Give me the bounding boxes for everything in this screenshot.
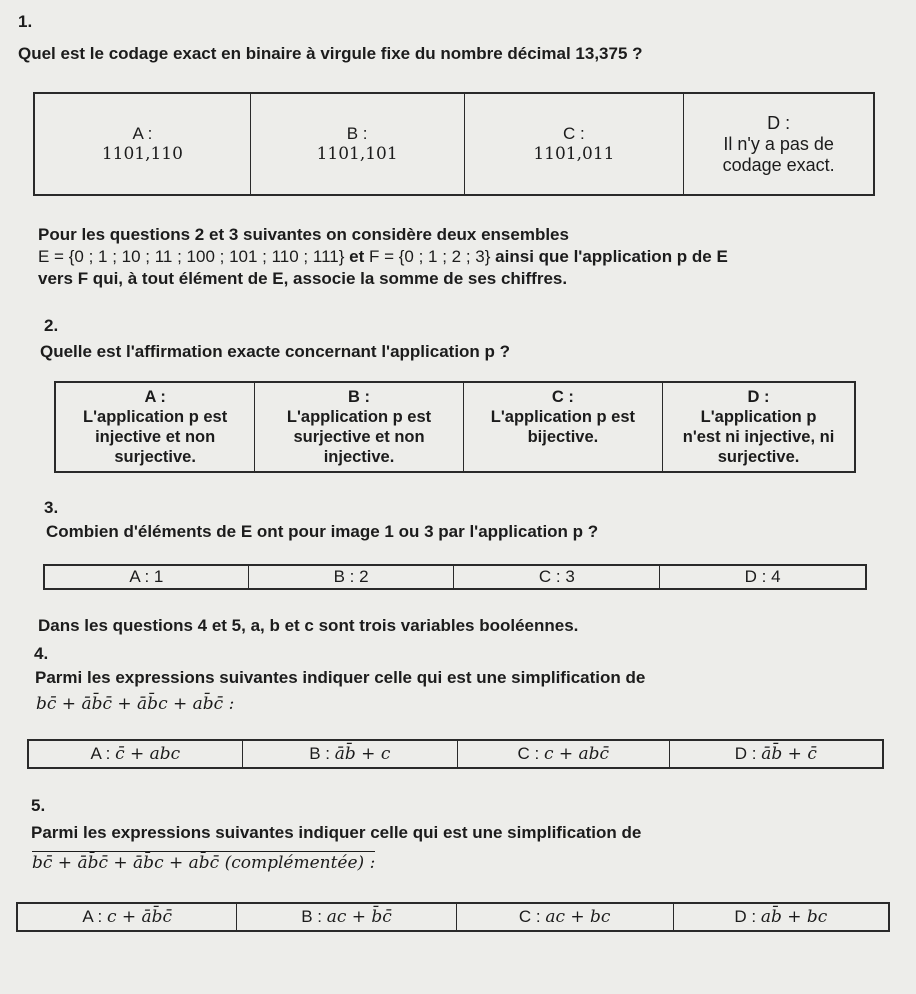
q3-option-b[interactable]: B : 2 [248,565,454,589]
q3-option-d[interactable]: D : 4 [660,565,866,589]
q3-number: 3. [44,498,59,517]
q3-option-c[interactable]: C : 3 [454,565,660,589]
q4-option-c[interactable]: C : c + abc̄ [457,740,669,768]
q2-option-d[interactable]: D : L'application p n'est ni injective, ni surjective. [663,382,855,472]
q3-option-a[interactable]: A : 1 [44,565,248,589]
context-sets: Pour les questions 2 et 3 suivantes on considère deux ensembles E = {0 ; 1 ; 10 ; 11 ; 100 ; 101 ; 110 ; 111} et F = {0 ; 1 ; 2 ; 3} ainsi que l'application p de E vers F qui, à tout élément de E, associe la somme de ses chiffres. [38,225,728,288]
set-e: E = {0 ; 1 ; 10 ; 11 ; 100 ; 101 ; 110 ; 111} [38,247,345,266]
q4-option-b[interactable]: B : āb̄ + c [242,740,457,768]
q5-text: Parmi les expressions suivantes indiquer celle qui est une simplification de [31,823,642,842]
q1-option-c[interactable]: C : 1101,011 [464,93,684,195]
q5-number: 5. [31,796,46,815]
q5-option-a[interactable]: A : c + āb̄c̄ [17,903,237,931]
q5-option-d[interactable]: D : ab̄ + bc [673,903,889,931]
q5-option-c[interactable]: C : ac + bc [456,903,673,931]
q2-option-b[interactable]: B : L'application p est surjective et non injective. [255,382,463,472]
q2-number: 2. [44,316,59,335]
q5-expression: bc̄ + āb̄c̄ + āb̄c + ab̄c̄ (complémentée) : [32,853,376,873]
q4-options-table [27,739,884,769]
q1-option-d[interactable]: D : Il n'y a pas de codage exact. [684,93,874,195]
q4-option-a[interactable]: A : c̄ + abc [28,740,242,768]
context-boolean: Dans les questions 4 et 5, a, b et c sont trois variables booléennes. [38,616,579,635]
q1-option-a[interactable]: A : 1101,110 [34,93,250,195]
q1-option-b[interactable]: B : 1101,101 [250,93,464,195]
q4-option-d[interactable]: D : āb̄ + c̄ [669,740,883,768]
q2-options-table [54,381,856,473]
q4-text: Parmi les expressions suivantes indiquer celle qui est une simplification de [35,668,646,687]
q3-options-table [43,564,867,590]
q2-option-a[interactable]: A : L'application p est injective et non surjective. [55,382,255,472]
q3-text: Combien d'éléments de E ont pour image 1 ou 3 par l'application p ? [46,522,599,541]
q1-options-table [33,92,875,196]
q5-option-b[interactable]: B : ac + b̄c̄ [237,903,456,931]
q4-number: 4. [34,644,49,663]
set-f: F = {0 ; 1 ; 2 ; 3} [368,247,491,266]
q1-text: Quel est le codage exact en binaire à virgule fixe du nombre décimal 13,375 ? [18,44,643,63]
q5-options-table [16,902,890,932]
q4-expression: bc̄ + āb̄c̄ + āb̄c + ab̄c̄ : [36,694,235,714]
q1-number: 1. [18,12,33,31]
q2-text: Quelle est l'affirmation exacte concernant l'application p ? [40,342,511,361]
q2-option-c[interactable]: C : L'application p est bijective. [463,382,662,472]
